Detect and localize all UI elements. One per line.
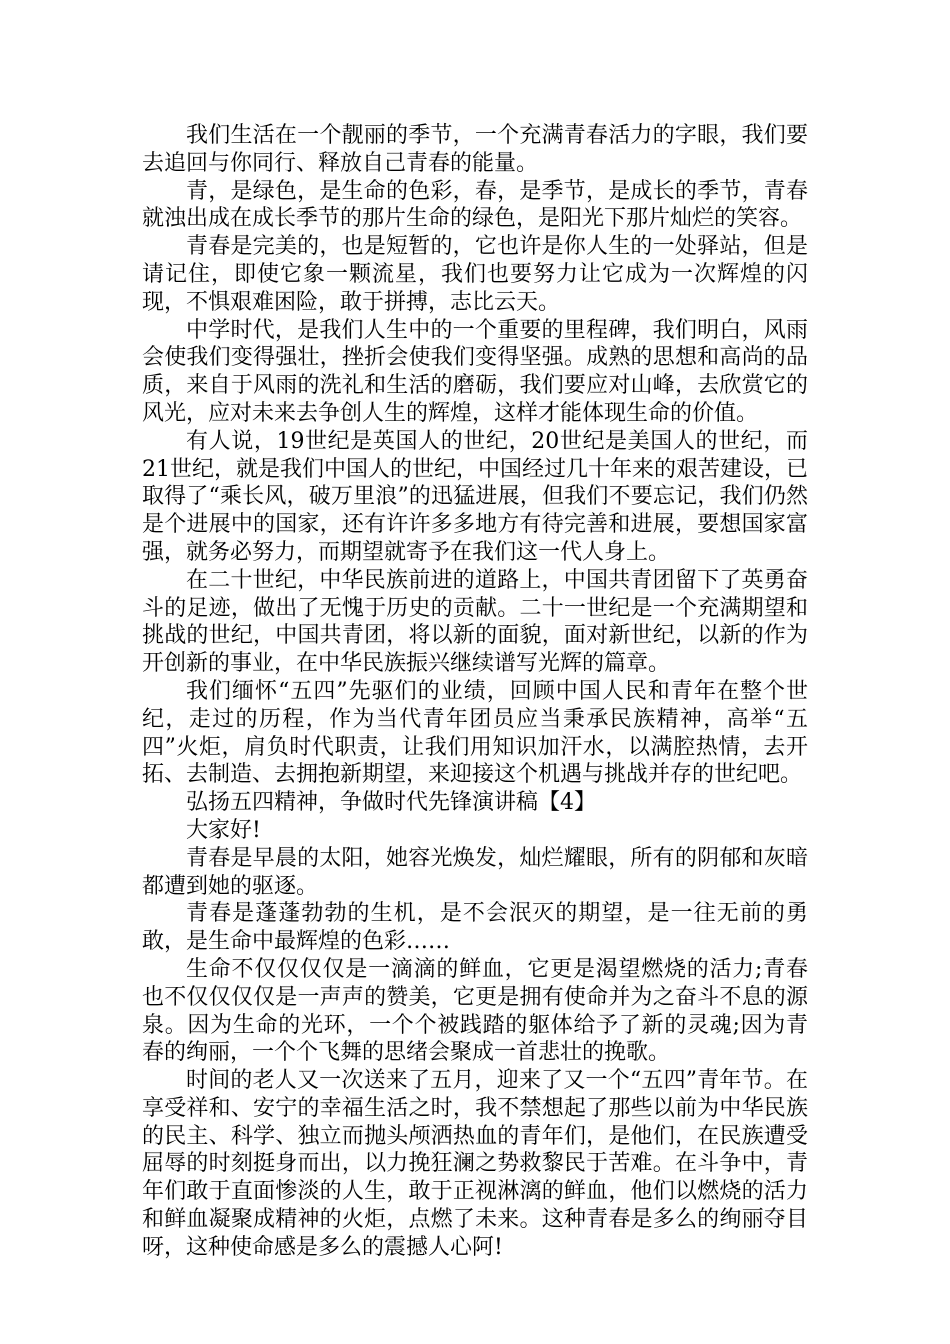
paragraph: 生命不仅仅仅仅是一滴滴的鲜血，它更是渴望燃烧的活力;青春也不仅仅仅仅是一声声的赞美，它更是拥有使命并为之奋斗不息的源泉。因为生命的光环，一个个被践踏的躯体给予了新的灵魂;因为青春的绚丽，一个个飞舞的思绪会聚成一首悲壮的挽歌。 (142, 956, 808, 1066)
paragraph: 我们生活在一个靓丽的季节，一个充满青春活力的字眼，我们要去追回与你同行、释放自己青春的能量。 (142, 123, 808, 176)
document-body (142, 122, 808, 1262)
paragraph: 在二十世纪，中华民族前进的道路上，中国共青团留下了英勇奋斗的足迹，做出了无愧于历史的贡献。二十一世纪是一个充满期望和挑战的世纪，中国共青团，将以新的面貌，面对新世纪，以新的作为开创新的事业，在中华民族振兴继续谱写光辉的篇章。 (142, 567, 808, 677)
paragraph: 青春是早晨的太阳，她容光焕发，灿烂耀眼，所有的阴郁和灰暗都遭到她的驱逐。 (142, 845, 808, 899)
paragraph: 青春是蓬蓬勃勃的生机，是不会泯灭的期望，是一往无前的勇敢，是生命中最辉煌的色彩…… (142, 901, 808, 955)
paragraph: 中学时代，是我们人生中的一个重要的里程碑，我们明白，风雨会使我们变得强壮，挫折会使我们变得坚强。成熟的思想和高尚的品质，来自于风雨的洗礼和生活的磨砺，我们要应对山峰，去欣赏它的风光，应对未来去争创人生的辉煌，这样才能体现生命的价值。 (142, 317, 808, 426)
paragraph: 青春是完美的，也是短暂的，它也许是你人生的一处驿站，但是请记住，即使它象一颗流星，我们也要努力让它成为一次辉煌的闪现，不惧艰难困险，敢于拼搏，志比云天。 (142, 234, 808, 315)
paragraph: 我们缅怀“五四”先驱们的业绩，回顾中国人民和青年在整个世纪，走过的历程，作为当代青年团员应当秉承民族精神，高举“五四”火炬，肩负时代职责，让我们用知识加汗水，以满腔热情，去开拓、去制造、去拥抱新期望，来迎接这个机遇与挑战并存的世纪吧。 (142, 678, 808, 788)
paragraph: 青，是绿色，是生命的色彩，春，是季节，是成长的季节，青春就浊出成在成长季节的那片生命的绿色，是阳光下那片灿烂的笑容。 (142, 178, 808, 232)
paragraph: 时间的老人又一次送来了五月，迎来了又一个“五四”青年节。在享受祥和、安宁的幸福生活之时，我不禁想起了那些以前为中华民族的民主、科学、独立而抛头颅洒热血的青年们，是他们，在民族遭受屈辱的时刻挺身而出，以力挽狂澜之势救黎民于苦难。在斗争中，青年们敢于直面惨淡的人生，敢于正视淋漓的鲜血，他们以燃烧的活力和鲜血凝聚成精神的火炬，点燃了未来。这种青春是多么的绚丽夺目呀，这种使命感是多么的震撼人心阿! (142, 1068, 808, 1260)
section-heading: 弘扬五四精神，争做时代先锋演讲稿【4】 (186, 790, 596, 816)
greeting: 大家好! (186, 817, 261, 843)
paragraph: 有人说，19世纪是英国人的世纪，20世纪是美国人的世纪，而21世纪，就是我们中国人的世纪，中国经过几十年来的艰苦建设，已取得了“乘长风，破万里浪”的迅猛进展，但我们不要忘记，我们仍然是个进展中的国家，还有许许多多地方有待完善和进展，要想国家富强，就务必努力，而期望就寄予在我们这一代人身上。 (142, 428, 808, 565)
